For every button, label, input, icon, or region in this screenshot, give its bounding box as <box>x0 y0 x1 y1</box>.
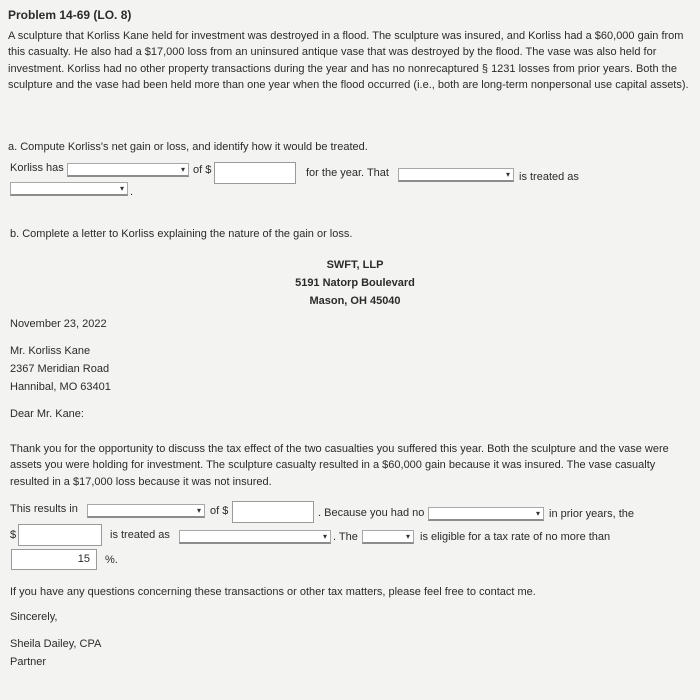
letterhead-firm: SWFT, LLP <box>326 259 384 271</box>
letter-treatment-select[interactable] <box>179 530 331 544</box>
label-percent: %. <box>105 554 118 566</box>
letter-rate-input[interactable]: 15 <box>11 549 97 570</box>
salutation: Dear Mr. Kane: <box>10 408 84 420</box>
label-prior-years: in prior years, the <box>549 508 634 520</box>
label-dollar: $ <box>10 529 17 541</box>
sincerely: Sincerely, <box>10 611 58 623</box>
letter-item-select[interactable] <box>362 530 414 544</box>
label-treated-as: is treated as <box>110 529 170 541</box>
chevron-down-icon: ▾ <box>322 532 327 541</box>
part-a-period: . <box>130 186 134 198</box>
letter-gain-loss-select[interactable] <box>87 504 205 518</box>
signer-title: Partner <box>10 656 47 668</box>
chevron-down-icon: ▾ <box>196 506 201 515</box>
letterhead-city: Mason, OH 45040 <box>309 295 401 307</box>
recipient-city: Hannibal, MO 63401 <box>10 381 111 393</box>
letter-amount-input[interactable] <box>232 501 314 523</box>
letter-net-amount-input[interactable] <box>18 524 102 546</box>
label-because: . Because you had no <box>318 507 425 519</box>
letterhead-street: 5191 Natorp Boulevard <box>295 277 415 289</box>
problem-text: A sculpture that Korliss Kane held for investment was destroyed in a flood. The sculpture was insured, and Korliss had a $60,000 gain from this casualty. He also had a $17,000 loss from an uninsured antique vase that was destroyed by the flood. The vase was also held for investment. Korliss had no other property transactions during the year and has no nonrecaptured § 1231 losses from prior years. Both the sculpture and the vase had been held more than one year when the flood occurred (i.e., both are long-term nonpersonal use capital assets). <box>8 30 689 91</box>
signer-name: Sheila Dailey, CPA <box>10 638 102 650</box>
closing-questions: If you have any questions concerning these transactions or other tax matters, please feel free to contact me. <box>10 586 536 598</box>
recipient-name: Mr. Korliss Kane <box>10 345 91 357</box>
letter-date: November 23, 2022 <box>10 318 107 330</box>
label-the: . The <box>333 531 358 543</box>
chevron-down-icon: ▾ <box>119 184 124 193</box>
label-of: of $ <box>210 505 229 517</box>
letter-body: Thank you for the opportunity to discuss the tax effect of the two casualties you suffered this year. Both the sculpture and the vase were assets you were holding for investment. The sculpture casualty resulted in a $60,000 gain because it was insured. The vase casualty resulted in a $17,000 loss because it was not insured. <box>10 443 669 488</box>
part-a-type-select[interactable] <box>398 168 514 182</box>
label-results-in: This results in <box>10 503 78 515</box>
part-a-label-treated: is treated as <box>519 171 579 183</box>
chevron-down-icon: ▾ <box>505 170 510 179</box>
part-b-question: b. Complete a letter to Korliss explaining the nature of the gain or loss. <box>10 228 353 240</box>
recipient-street: 2367 Meridian Road <box>10 363 110 375</box>
part-a-label-of: of $ <box>193 164 212 176</box>
part-a-label-has: Korliss has <box>10 162 64 174</box>
part-a-question: a. Compute Korliss's net gain or loss, and identify how it would be treated. <box>8 141 368 153</box>
part-a-gain-loss-select[interactable] <box>67 163 189 177</box>
letter-nonrecaptured-select[interactable] <box>428 507 544 521</box>
part-a-amount-input[interactable] <box>214 162 296 184</box>
problem-title: Problem 14-69 (LO. 8) <box>8 8 132 22</box>
label-eligible: is eligible for a tax rate of no more than <box>420 531 611 543</box>
chevron-down-icon: ▾ <box>535 509 540 518</box>
chevron-down-icon: ▾ <box>180 165 185 174</box>
part-a-label-year: for the year. That <box>306 167 389 179</box>
chevron-down-icon: ▾ <box>405 532 410 541</box>
part-a-treatment-select[interactable] <box>10 182 128 196</box>
